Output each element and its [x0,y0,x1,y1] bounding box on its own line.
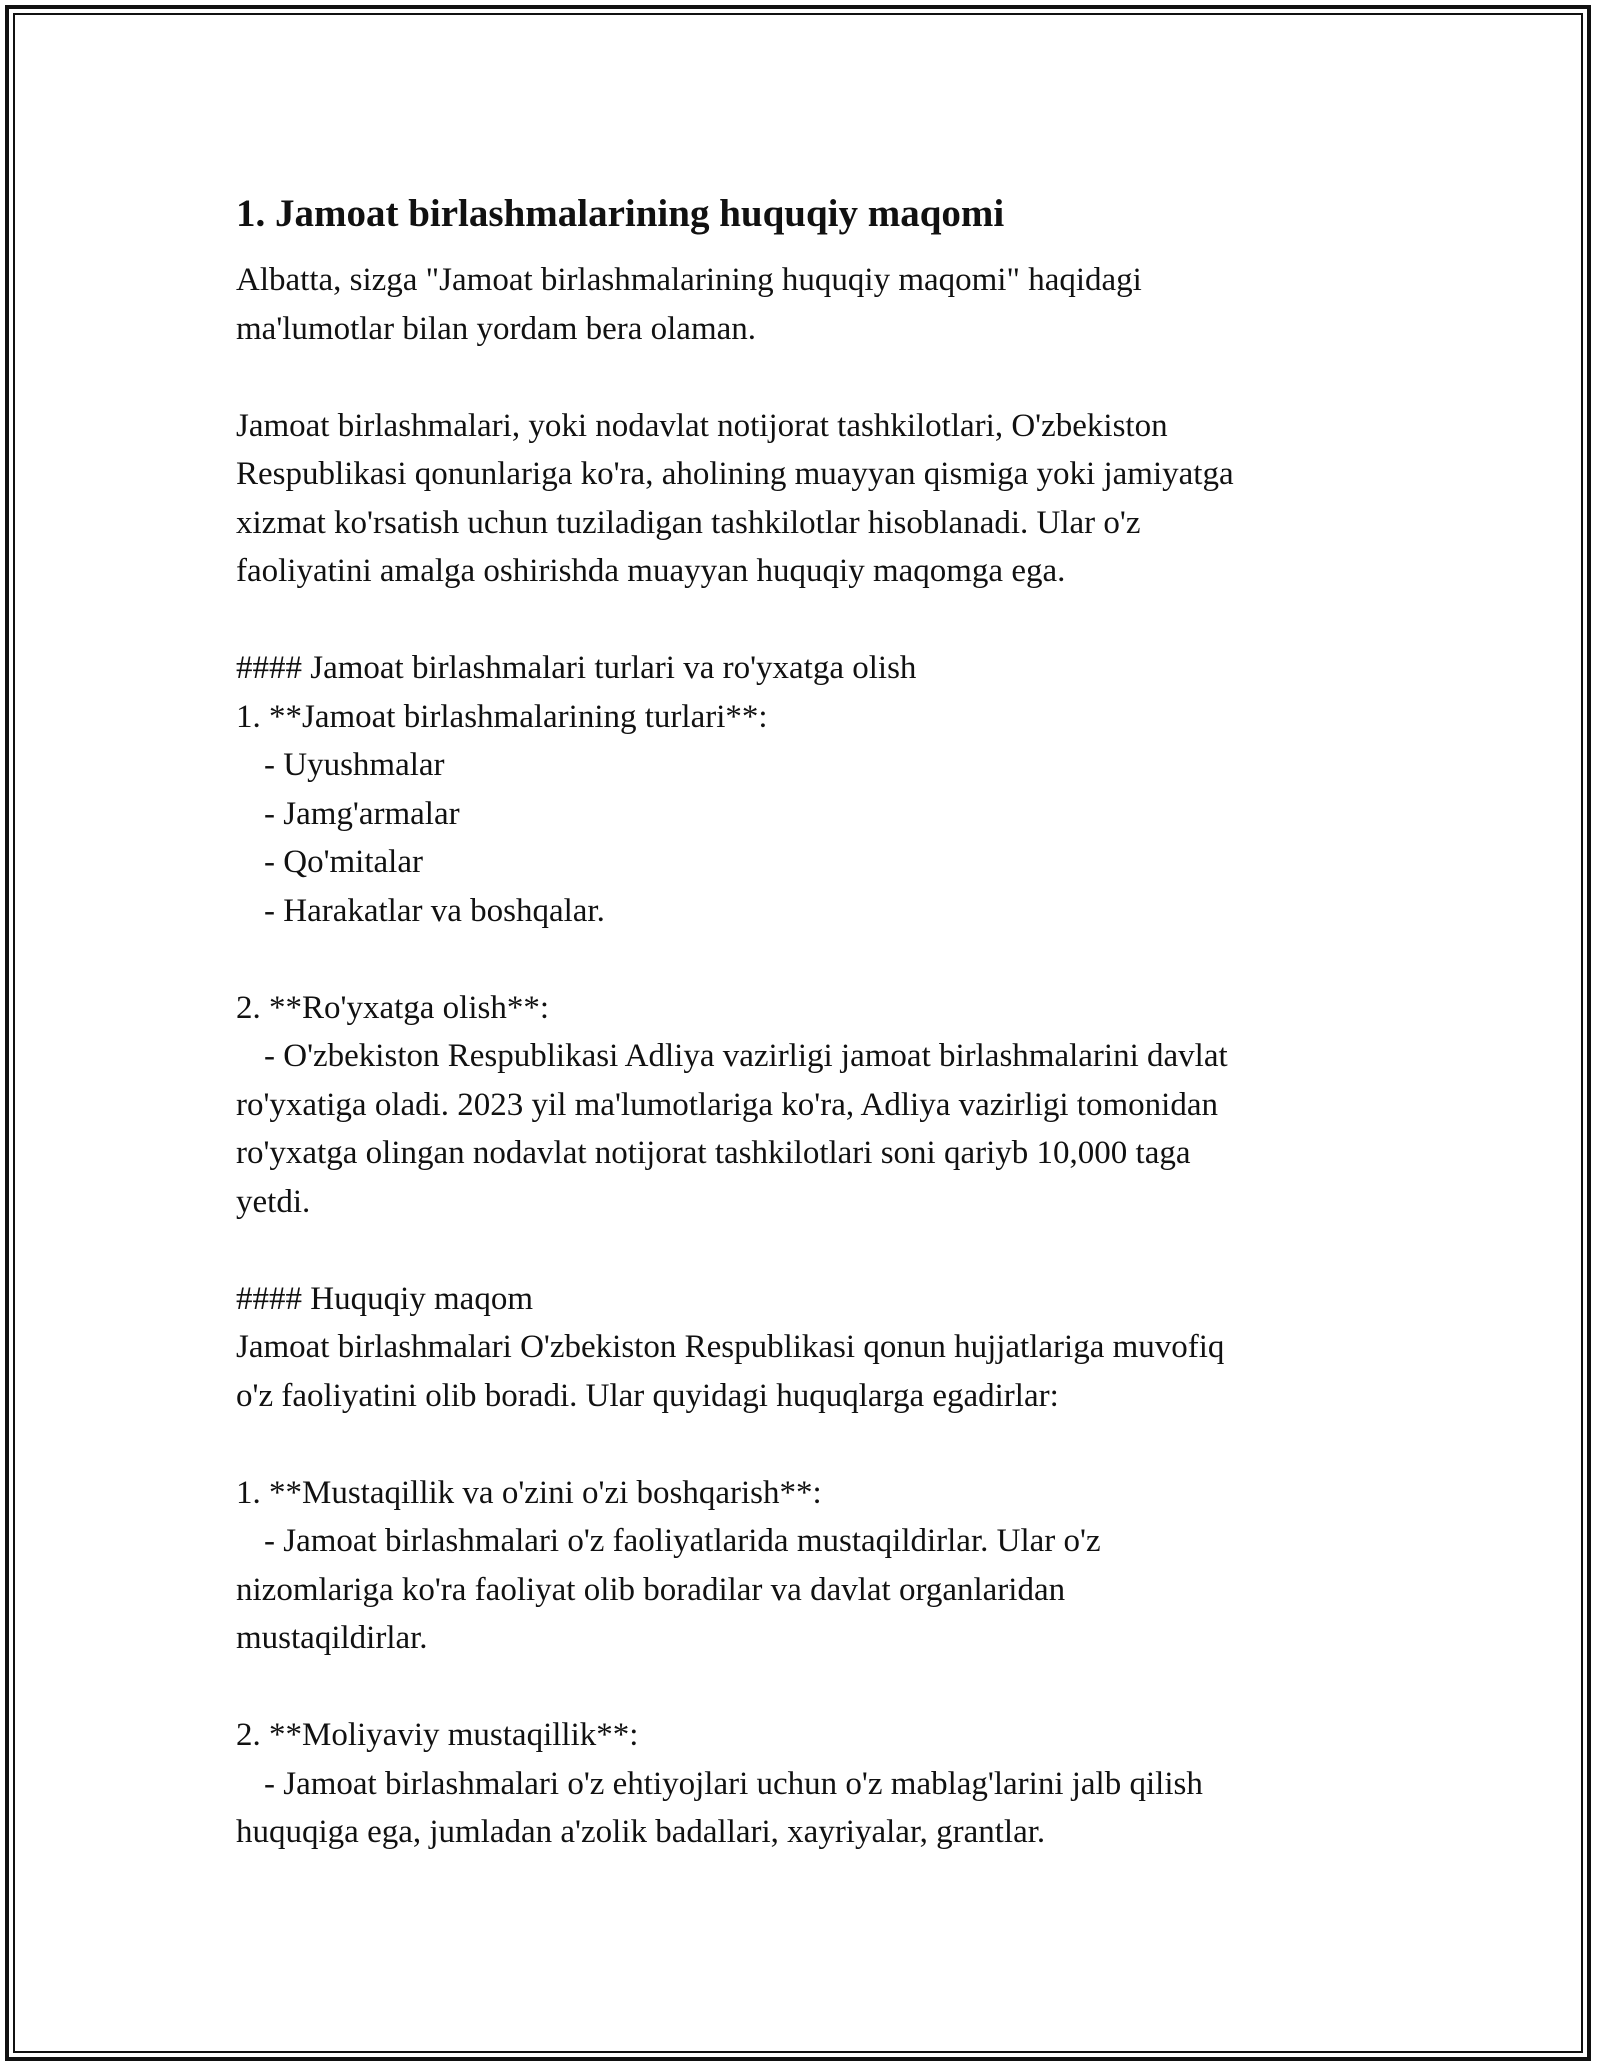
list-item-title-registration: 2. **Ro'yxatga olish**: [236,989,550,1026]
document-body [236,186,1366,1857]
list-bullet: - Jamoat birlashmalari o'z faoliyatlarida mustaqildirlar. Ular o'z [264,1523,1101,1559]
list-bullet: - Jamg'armalar [264,795,460,832]
list-item-title-types: 1. **Jamoat birlashmalarining turlari**: [236,698,768,735]
spacer [236,596,1366,645]
list-bullet: - Uyushmalar [264,747,445,783]
list-item-title-financial: 2. **Moliyaviy mustaqillik**: [236,1717,639,1753]
list-bullet: - Jamoat birlashmalari o'z ehtiyojlari uchun o'z mablag'larini jalb qilish [264,1765,1203,1802]
section-heading-types: #### Jamoat birlashmalari turlari va ro'yxatga olish [236,650,917,686]
document-title: 1. Jamoat birlashmalarining huquqiy maqomi [236,192,1005,235]
spacer [236,1663,1366,1712]
list-bullet-continuation: huquqiga ega, jumladan a'zolik badallari, xayriyalar, grantlar. [236,1814,1046,1850]
legal-status-paragraph: Jamoat birlashmalari O'zbekiston Respublikasi qonun hujjatlariga muvofiq o'z faoliyatini olib boradi. Ular quyidagi huquqlarga egadirlar: [236,1329,1225,1414]
spacer [236,353,1366,402]
spacer [236,1420,1366,1469]
definition-paragraph: Jamoat birlashmalari, yoki nodavlat notijorat tashkilotlari, O'zbekiston Respublikasi qonunlariga ko'ra, aholining muayyan qismiga yoki jamiyatga xizmat ko'rsatish uchun tuziladigan tashkilotlar hisoblanadi. Ular o'z faoliyatini amalga oshirishda muayyan huquqiy maqomga ega. [236,407,1234,589]
list-bullet: - Qo'mitalar [264,844,423,880]
list-bullet: - Harakatlar va boshqalar. [264,892,605,929]
list-item-title-independence: 1. **Mustaqillik va o'zini o'zi boshqarish**: [236,1474,822,1511]
intro-paragraph: Albatta, sizga "Jamoat birlashmalarining huquqiy maqomi" haqidagi ma'lumotlar bilan yordam bera olaman. [236,262,1142,347]
list-bullet: - O'zbekiston Respublikasi Adliya vazirligi jamoat birlashmalarini davlat [264,1038,1228,1074]
list-bullet-continuation: nizomlariga ko'ra faoliyat olib boradilar va davlat organlaridan mustaqildirlar. [236,1571,1066,1656]
list-bullet-continuation: ro'yxatiga oladi. 2023 yil ma'lumotlariga ko'ra, Adliya vazirligi tomonidan ro'yxatga olingan nodavlat notijorat tashkilotlari soni qariyb 10,000 taga yetdi. [236,1086,1218,1220]
spacer [236,1226,1366,1275]
spacer [236,935,1366,984]
section-heading-legal-status: #### Huquqiy maqom [236,1280,533,1317]
